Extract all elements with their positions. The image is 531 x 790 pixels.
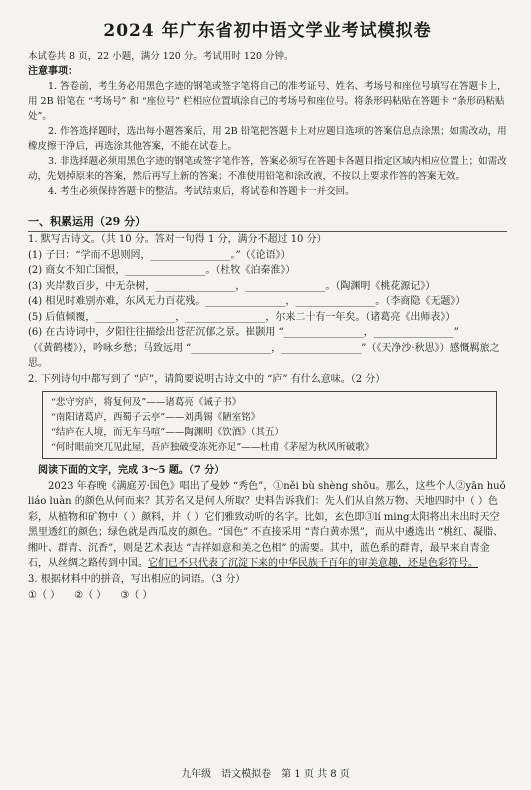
reading-heading: 阅读下面的文字，完成 3～5 题。（7 分）: [38, 465, 225, 476]
note-1: 1. 答卷前，考生务必用黑色字迹的钢笔或签字笔将自己的准考证号、姓名、考场号和座位号填写在答题卡上，用 2B 铅笔在 “考场号” 和 “座位号” 栏相应位置填涂自己的考场号和座位号。将条形码粘贴在答题卡 “条形码粘贴处”。: [28, 81, 507, 122]
page-title: 2024 年广东省初中语文学业考试模拟卷: [103, 21, 432, 41]
exam-info: 本试卷共 8 页，22 小题，满分 120 分。考试用时 120 分钟。: [28, 51, 294, 62]
reading-underlined-text: 它们已不只代表了沉淀下来的中华民族千百年的审美意趣，还是色彩符号。: [148, 558, 478, 569]
q3-answer-row: [28, 587, 507, 605]
q1-item: (5) 后值倾覆，________________，________________，尔来二十有一年矣。（诸葛亮《出师表》）: [28, 311, 456, 323]
question-1-head: 1. 默写古诗文。（共 10 分。答对一句得 1 分，满分不超过 10 分）: [28, 234, 327, 245]
notes-heading: 注意事项：: [28, 66, 78, 77]
answer-blank-1[interactable]: ①（ ）: [28, 590, 61, 601]
reading-text: 2023 年春晚《满庭芳·国色》唱出了曼妙 “秀色”，①něi bù shèng shōu。那么，这些个人②yān huǒ liáo luàn 的颜色从何而来？其芳名又是何人所取？史料告诉我们：先人们从自然万物、天地四时中（ ）色彩，从植物和矿物中（ ）颜料，并（ ）它们雅致动听的名字。比如，玄色即③lí ming太阳将出未出时天空黑里透红的颜色；绿色就是西瓜皮的颜色。“国色” 不直接采用 “青白黄赤黑”，而从中遴选出 “桃红、凝脂、缃叶、群青、沉香”，则是艺术表达 “吉祥如意和美之色相” 的需要。其中，蓝色系的群青，最早来自青金石，从丝绸之路传到中国。: [28, 480, 506, 569]
q1-item: (3) 夹岸数百步，中无杂树，________________，________________。（陶渊明《桃花源记》）: [28, 280, 436, 292]
question-2-head: 2. 下列诗句中都写到了 “庐”，请简要说明古诗文中的 “庐” 有什么意味。（2 分）: [28, 373, 386, 385]
q1-item: (6) 在古诗词中，夕阳往往描绘出苍茫沉郁之景。崔颢用 “________________，________________”: [28, 327, 459, 338]
q1-item: (4) 相见时难别亦难，东风无力百花残。________________，________________。（李商隐《无题》）: [28, 296, 466, 307]
poem-line: “结庐在人境，而无车马喧”——陶渊明《饮酒》（其五）: [51, 427, 284, 438]
reading-passage: [28, 479, 507, 572]
note-2: 2. 作答选择题时，选出每小题答案后，用 2B 铅笔把答题卡上对应题目选项的答案信息点涂黑；如需改动，用橡皮擦干净后，再选涂其他答案，不能在试卷上。: [28, 126, 507, 152]
page-footer: 九年级 语文模拟卷 第 1 页 共 8 页: [181, 769, 350, 780]
q1-item: (1) 子曰：“学而不思则罔，________________。”（《论语》）: [28, 249, 291, 261]
note-3: 3. 非选择题必须用黑色字迹的钢笔或签字笔作答，答案必须写在答题卡各题目指定区域内相应位置上；如需改动，先划掉原来的答案，然后再写上新的答案；不准使用铅笔和涂改液，不按以上要求作答的答案无效。: [28, 156, 507, 182]
note-4: 4. 考生必须保持答题卡的整洁。考试结束后，将试卷和答题卡一并交回。: [48, 186, 355, 197]
question-3-head: 3. 根据材料中的拼音，写出相应的词语。（3 分）: [28, 573, 246, 585]
poem-line: “何时眼前突兀见此屋，吾庐独破受冻死亦足”——杜甫《茅屋为秋风所破歌》: [51, 442, 375, 453]
poem-quote-box: [42, 391, 497, 459]
section-heading: 一、积累运用（29 分）: [28, 215, 147, 228]
answer-blank-2[interactable]: ②（ ）: [74, 590, 107, 601]
poem-line: “南阳诸葛庐，西蜀子云亭”——刘禹锡《陋室铭》: [51, 412, 261, 423]
q1-item: （《黄鹤楼》），吟咏乡愁；马致远用 “________________，________________”（《天净沙·秋思》）感慨羁旅之思。: [28, 342, 500, 369]
poem-line: “悲守穷庐，将复何及”——诸葛亮《诫子书》: [51, 397, 242, 408]
q1-item: (2) 商女不知亡国恨，________________。（杜牧《泊秦淮》）: [28, 265, 296, 276]
answer-blank-3[interactable]: ③（ ）: [120, 590, 153, 601]
